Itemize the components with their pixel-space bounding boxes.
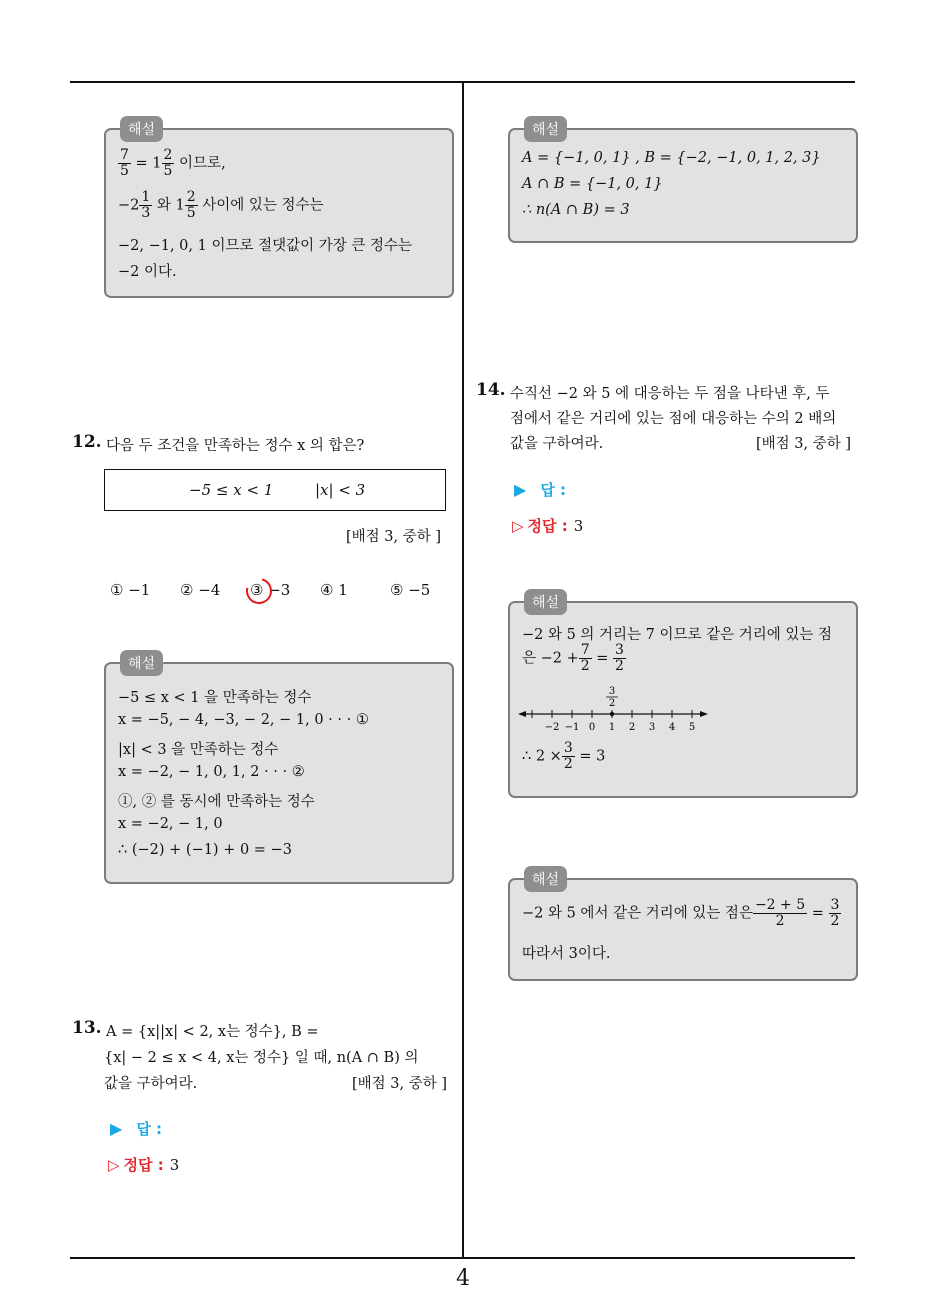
question-text-line: 값을 구하여라. (104, 1076, 198, 1092)
number-line-tick-label: 3 (648, 722, 656, 733)
explanation-line: −2 와 5 의 거리는 7 이므로 같은 거리에 있는 점 (522, 627, 833, 643)
explanation-tag: 해설 (120, 116, 163, 142)
answer-row (514, 479, 566, 500)
choice-5[interactable]: ⑤ −5 (390, 581, 431, 599)
question-text-line: {x| − 2 ≤ x < 4, x는 정수} 일 때, n(A ∩ B) 의 (104, 1050, 419, 1066)
number-line-tick-label: 2 (628, 722, 636, 733)
explanation-line: A = {−1, 0, 1} , B = {−2, −1, 0, 1, 2, 3} (522, 150, 821, 166)
explanation-line: ①, ② 를 동시에 만족하는 정수 (118, 794, 315, 810)
correct-label: 정답 : (123, 1156, 164, 1174)
number-line-tick-label: 1 (608, 722, 616, 733)
score-label: [배점 3, 중하 ] (352, 1076, 448, 1092)
number-line-tick-label: −1 (564, 722, 580, 733)
explanation-line: x = −5, − 4, −3, − 2, − 1, 0 · · · ① (118, 712, 369, 728)
explanation-box-14b (508, 872, 858, 981)
explanation-line: −2, −1, 0, 1 이므로 절댓값이 가장 큰 정수는 (118, 238, 412, 254)
play-arrow-icon: ▶ (514, 480, 527, 499)
condition-box (104, 469, 446, 511)
hollow-triangle-icon: ▷ (108, 1156, 120, 1174)
explanation-line: 따라서 3이다. (522, 946, 611, 962)
number-line-point-label-num: 3 (608, 686, 616, 697)
play-arrow-icon: ▶ (110, 1119, 123, 1138)
explanation-line: −2 $\frac{1}{3}$ 와 1 $\frac{2}{5}$ 사이에 있는 정수는 (118, 189, 324, 221)
explanation-line: x = −2, − 1, 0, 1, 2 · · · ② (118, 764, 305, 780)
explanation-tag: 해설 (120, 650, 163, 676)
explanation-line: |x| < 3 을 만족하는 정수 (118, 742, 279, 758)
question-number: 12. (72, 432, 102, 452)
explanation-line: −2 와 5 에서 같은 거리에 있는 점은 $\frac{-2 + 5}{2}$ = $\frac{3}{2}$ (522, 897, 840, 929)
answer-label: 답 : (540, 481, 567, 499)
correct-answer-row (108, 1154, 179, 1175)
explanation-tag: 해설 (524, 116, 567, 142)
choice-2[interactable]: ② −4 (180, 581, 221, 599)
number-line-point-label-den: 2 (608, 698, 616, 709)
explanation-line: ∴ n(A ∩ B) = 3 (522, 202, 630, 218)
number-line-tick-label: 4 (668, 722, 676, 733)
choice-4[interactable]: ④ 1 (320, 581, 348, 599)
answer-row (110, 1118, 162, 1139)
explanation-line: 은 −2 + $\frac{7}{2}$ = $\frac{3}{2}$ (522, 642, 624, 674)
explanation-line: ∴ (−2) + (−1) + 0 = −3 (118, 842, 292, 858)
question-text-line: 값을 구하여라. (510, 436, 604, 452)
explanation-box-prev (508, 122, 858, 243)
question-text-line: 수직선 −2 와 5 에 대응하는 두 점을 나타낸 후, 두 (510, 386, 830, 402)
number-line-tick-label: −2 (544, 722, 560, 733)
explanation-tag: 해설 (524, 866, 567, 892)
explanation-line: A ∩ B = {−1, 0, 1} (522, 176, 663, 192)
question-text: 다음 두 조건을 만족하는 정수 x 의 합은? (106, 438, 365, 454)
score-label: [배점 3, 중하 ] (346, 529, 442, 545)
explanation-tag: 해설 (524, 589, 567, 615)
explanation-box-11 (104, 122, 454, 298)
question-text-line: A = {x||x| < 2, x는 정수}, B = (106, 1024, 319, 1040)
column-divider (462, 82, 464, 1258)
question-text-line: 점에서 같은 거리에 있는 점에 대응하는 수의 2 배의 (510, 411, 837, 427)
answer-label: 답 : (136, 1120, 163, 1138)
explanation-line: −2 이다. (118, 264, 177, 280)
number-line (518, 683, 708, 735)
correct-answer-row (512, 515, 583, 536)
explanation-line: x = −2, − 1, 0 (118, 816, 223, 832)
correct-label: 정답 : (527, 517, 568, 535)
correct-value: 3 (169, 1156, 180, 1174)
question-number: 13. (72, 1018, 102, 1038)
number-line-tick-label: 5 (688, 722, 696, 733)
explanation-line: −5 ≤ x < 1 을 만족하는 정수 (118, 690, 312, 706)
correct-value: 3 (573, 517, 584, 535)
number-line-point (610, 712, 614, 716)
choice-3[interactable]: ③ −3 (250, 581, 291, 599)
number-line-tick-label: 0 (588, 722, 596, 733)
choice-1[interactable]: ① −1 (110, 581, 151, 599)
condition-1: −5 ≤ x < 1 (189, 481, 274, 499)
page-number: 4 (456, 1266, 470, 1291)
condition-2: |x| < 3 (315, 481, 366, 499)
explanation-line: ∴ 2 × $\frac{3}{2}$ = 3 (522, 740, 606, 772)
hollow-triangle-icon: ▷ (512, 517, 524, 535)
explanation-box-14a (508, 595, 858, 798)
selected-answer-circle (241, 573, 277, 609)
score-label: [배점 3, 중하 ] (756, 436, 852, 452)
question-number: 14. (476, 380, 506, 400)
explanation-box-12 (104, 656, 454, 884)
explanation-line: $\frac{7}{5}$ = 1 $\frac{2}{5}$ 이므로, (120, 147, 226, 179)
